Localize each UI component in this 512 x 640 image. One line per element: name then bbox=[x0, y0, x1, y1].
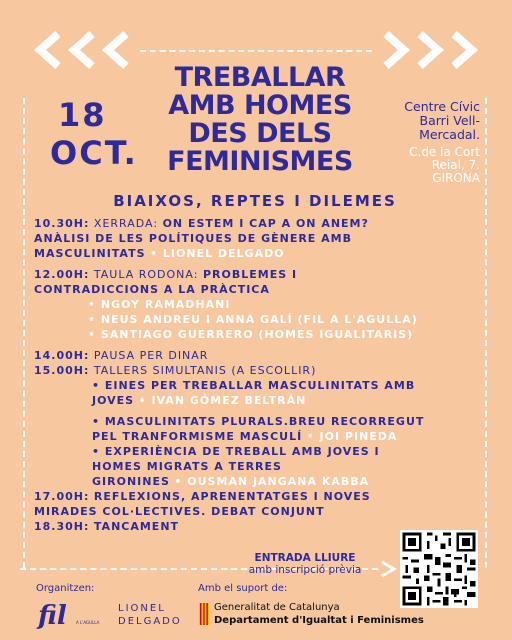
qr-code[interactable] bbox=[400, 530, 478, 608]
generalitat-flag-icon bbox=[199, 603, 209, 625]
organizers-label: Organitzen: bbox=[36, 583, 95, 594]
bottom-right-arrow-icon bbox=[378, 558, 400, 580]
program-item: 18.30H: TANCAMENT bbox=[34, 520, 180, 533]
date-day: 18 bbox=[58, 96, 107, 134]
support-label: Amb el suport de: bbox=[198, 583, 288, 594]
left-arrows-icon bbox=[30, 30, 140, 70]
fil-a-lagulla-logo bbox=[36, 598, 106, 632]
department-name: Departament d'Igualtat i Feminismes bbox=[214, 615, 424, 626]
program: 10.30H: XERRADA: ON ESTEM I CAP A ON ANEM? ANÀLISI DE LES POLÍTIQUES DE GÈNERE AMB MASCULINITATS • LIONEL DELGADO 12.00H: TAULA RODONA: PROBLEMES I CONTRADICCIONS A LA PRÀCTICA • NGOY RAMADHANI • NEUS ANDREU I ANNA GALÍ (FIL A L'AGULLA) • SANTIAGO GUERRERO (HOMES IGUALITARIS) 14.00H: PAUSA PER DINAR 15.00H: TALLERS SIMULTANIS (A ESCOLLIR) • EINES PER TREBALLAR MASCULINITATS AMB JOVES • IVAN GÓMEZ BELTRÁN • MASCULINITATS PLURALS.BREU RECORREGUT PEL TRANFORMISME MASCULÍ • JOI PINEDA • EXPERIÈNCIA DE TREBALL AMB JOVES I HOMES MIGRATS A TERRES GIRONINES • OUSMAN JANGANA KABBA 17.00H: REFLEXIONS, APRENENTATGES I NOVES MIRADES COL·LECTIVES. DEBAT CONJUNT 18.30H: TANCAMENT bbox=[34, 216, 484, 534]
fil-logo-text: fil bbox=[38, 601, 67, 631]
event-subtitle: BIAIXOS, REPTES I DILEMES bbox=[113, 192, 397, 210]
venue-info: Centre Cívic Barri Vell- Mercadal. C.de la Cort Reial, 7. GIRONA bbox=[404, 99, 480, 185]
top-dashed-line bbox=[140, 50, 372, 52]
fil-logo-small-text: A L'AGULLA bbox=[76, 620, 100, 625]
program-item: 10.30H: XERRADA: ON ESTEM I CAP A ON ANEM? bbox=[34, 217, 369, 230]
event-title: TREBALLAR AMB HOMES DES DELS FEMINISMES bbox=[167, 62, 353, 177]
generalitat-name: Generalitat de Catalunya bbox=[214, 602, 340, 613]
date-month: OCT. bbox=[50, 134, 138, 172]
right-arrows-icon bbox=[372, 30, 482, 70]
event-date bbox=[50, 96, 138, 172]
program-item: 14.00H: PAUSA PER DINAR bbox=[34, 349, 209, 362]
program-item: 15.00H: TALLERS SIMULTANIS (A ESCOLLIR) bbox=[34, 364, 317, 377]
program-item: 17.00H: REFLEXIONS, APRENENTATGES I NOVES bbox=[34, 490, 371, 503]
free-entry-note: ENTRADA LLIURE amb inscripció prèvia bbox=[248, 552, 362, 576]
program-item: 12.00H: TAULA RODONA: PROBLEMES I bbox=[34, 268, 298, 281]
lionel-delgado-logo: LIONEL DELGADO bbox=[118, 603, 182, 627]
